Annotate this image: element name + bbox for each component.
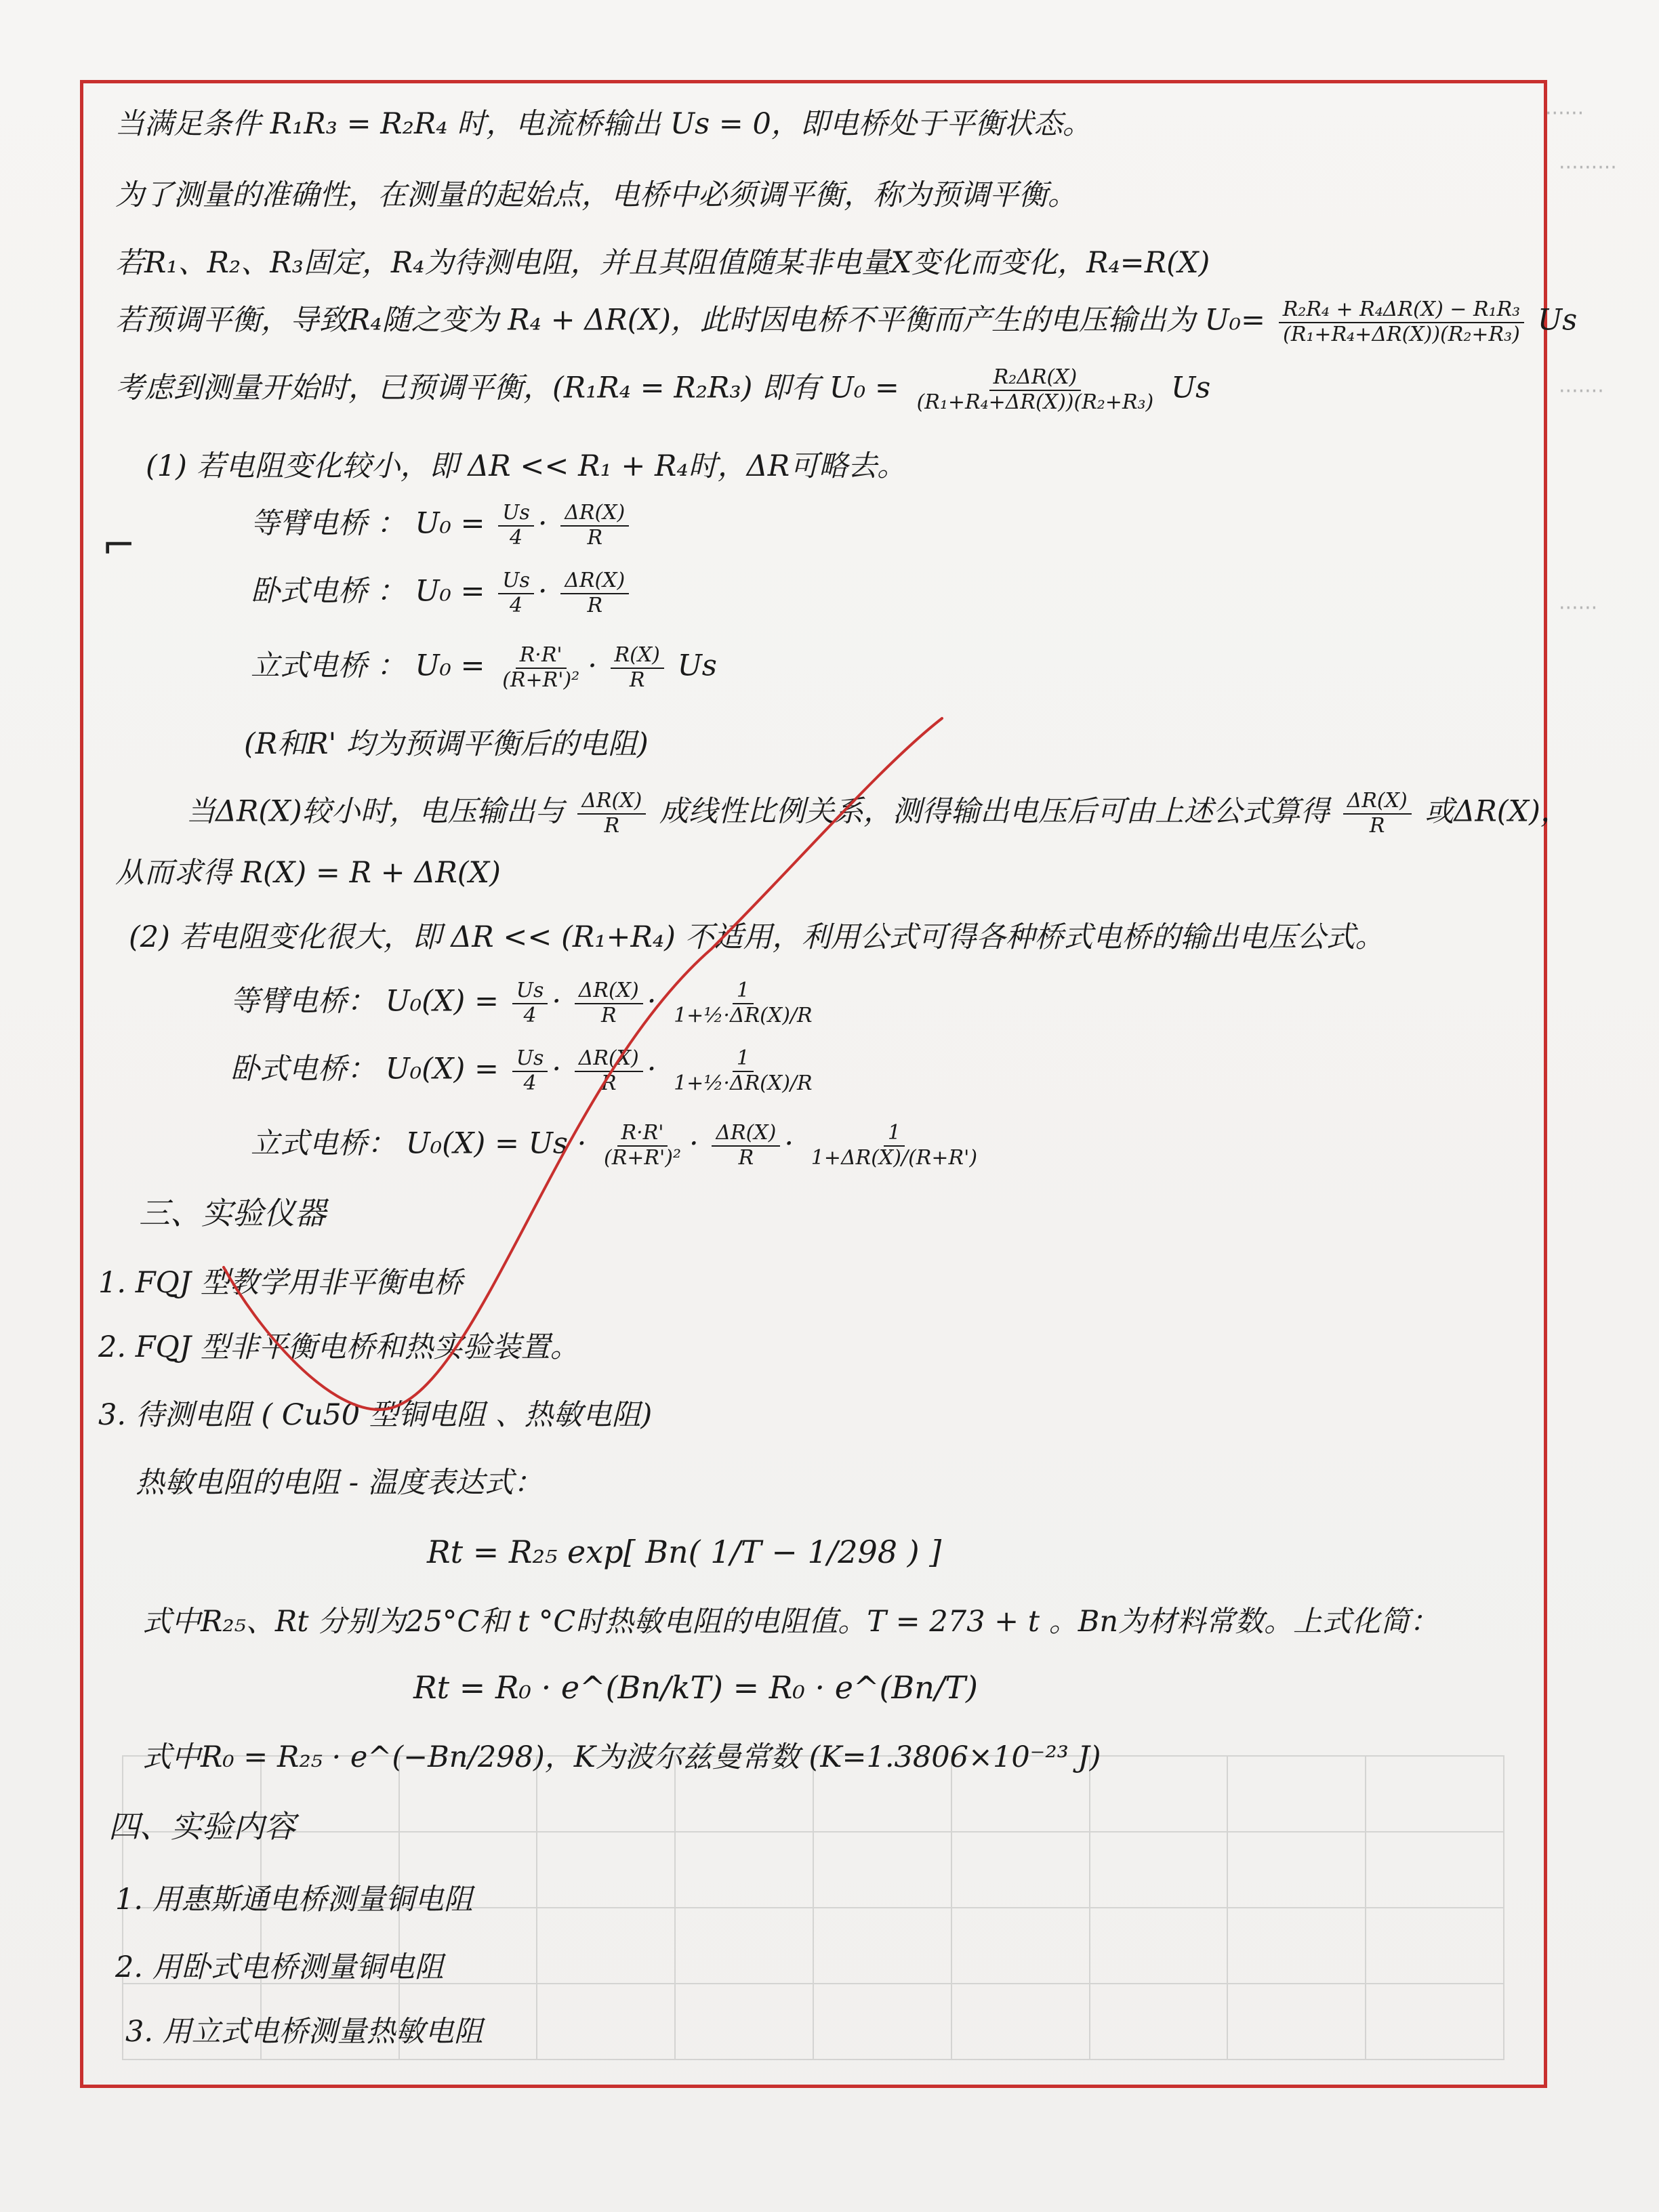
fraction-num: R₂ΔR(X)	[989, 366, 1082, 391]
text-line-11-b: 成线性比例关系，测得输出电压后可由上述公式算得	[659, 794, 1330, 829]
text-line-4	[115, 298, 1577, 346]
text-line-5	[115, 366, 1210, 414]
fraction-num: ΔR(X)	[575, 1047, 643, 1072]
text-line-7-a: 等臂电桥 ： U₀ =	[251, 506, 485, 541]
text-line-18: 1. FQJ 型教学用非平衡电桥	[98, 1266, 463, 1300]
fraction-num: Us	[512, 1047, 548, 1072]
fraction-dr-r	[712, 1122, 780, 1170]
fraction-dr-r	[560, 569, 629, 617]
text-line-25: 式中R₀ = R₂₅ · e^(−Bn/298)，K为波尔兹曼常数 (K=1.3806×10⁻²³ J)	[142, 1740, 1101, 1774]
fraction-num: ΔR(X)	[712, 1122, 780, 1147]
fraction-dr-r	[575, 979, 643, 1027]
text-line-11-a: 当ΔR(X)较小时，电压输出与	[186, 794, 565, 829]
fraction-den: R	[587, 525, 603, 550]
fraction-correction	[670, 1047, 817, 1095]
bleed-through-4: ······	[1559, 596, 1598, 620]
fraction-num: ΔR(X)	[560, 569, 629, 594]
fraction-dr-r	[577, 790, 646, 838]
fraction-num: R₂R₄ + R₄ΔR(X) − R₁R₃	[1279, 298, 1525, 323]
fraction-den: 1+½·ΔR(X)/R	[674, 1071, 813, 1095]
text-line-23: 式中R₂₅、Rt 分别为25°C和 t °C时热敏电阻的电阻值。T = 273 + t 。Bn为材料常数。上式化简：	[142, 1605, 1439, 1639]
text-line-5-a: 考虑到测量开始时，已预调平衡，(R₁R₄ = R₂R₃) 即有 U₀ =	[115, 371, 899, 405]
text-line-8: 卧式电桥 ： U₀ = $\frac{Us}{4}$ · $\frac{\Delta R(X)}{R}$	[251, 569, 633, 617]
fraction-num: 1	[733, 979, 754, 1004]
text-line-27: 1. 用惠斯通电桥测量铜电阻	[115, 1883, 473, 1917]
fraction-num: Us	[512, 979, 548, 1004]
fraction-den: (R+R')²	[604, 1145, 681, 1170]
text-line-21: 热敏电阻的电阻 - 温度表达式：	[136, 1466, 543, 1500]
fraction-us-4	[512, 979, 548, 1027]
fraction-num: ΔR(X)	[575, 979, 643, 1004]
formula-rt-exp: Rt = R₂₅ exp[ Bn( 1/T − 1/298 ) ]	[427, 1534, 942, 1570]
fraction-us-4	[512, 1047, 548, 1095]
section-heading-instruments: 三、实验仪器	[139, 1195, 326, 1231]
text-line-28: 2. 用卧式电桥测量铜电阻	[115, 1950, 444, 1984]
text-line-1: 当满足条件 R₁R₃ = R₂R₄ 时，电流桥输出 Us = 0，即电桥处于平衡状态。	[115, 107, 1092, 141]
fraction-uo-general	[1279, 298, 1525, 346]
text-line-9-a: 立式电桥 ： U₀ =	[251, 649, 485, 683]
fraction-num: Us	[498, 501, 534, 527]
fraction-den: 4	[523, 1003, 537, 1027]
text-line-19: 2. FQJ 型非平衡电桥和热实验装置。	[98, 1330, 579, 1364]
fraction-den: 1+½·ΔR(X)/R	[674, 1003, 813, 1027]
text-line-29: 3. 用立式电桥测量热敏电阻	[125, 2015, 483, 2049]
fraction-den: R	[738, 1145, 754, 1170]
fraction-den: R	[1369, 813, 1385, 838]
text-line-12: 从而求得 R(X) = R + ΔR(X)	[115, 856, 501, 890]
text-line-10: (R和R' 均为预调平衡后的电阻)	[244, 727, 649, 761]
text-line-2: 为了测量的准确性，在测量的起始点，电桥中必须调平衡，称为预调平衡。	[115, 178, 1077, 212]
fraction-den: R	[600, 1071, 617, 1095]
fraction-num: Us	[498, 569, 534, 594]
fraction-uo-balanced	[913, 366, 1158, 414]
text-line-9: 立式电桥 ： U₀ = $\frac{R\cdot R'}{\text{(R+R')²}}$ · $\frac{R(X)}{R}$ Us	[251, 643, 717, 692]
fraction-rr-prime	[600, 1122, 685, 1170]
fraction-num: 1	[733, 1047, 754, 1072]
text-line-15-a: 卧式电桥： U₀(X) =	[230, 1052, 499, 1086]
fraction-den: 4	[523, 1071, 537, 1095]
fraction-dr-r	[560, 501, 629, 550]
fraction-den: (R₁+R₄+ΔR(X))(R₂+R₃)	[916, 390, 1154, 414]
bleed-through-2: ·········	[1559, 156, 1617, 180]
text-line-3: 若R₁、R₂、R₃固定，R₄为待测电阻，并且其阻值随某非电量X变化而变化，R₄=R(X)	[115, 246, 1210, 280]
scan-artifact-mark: ⌐	[102, 522, 136, 569]
fraction-dr-r	[575, 1047, 643, 1095]
fraction-den: (R+R')²	[502, 668, 580, 692]
fraction-rx-r	[611, 644, 664, 692]
text-line-20: 3. 待测电阻 ( Cu50 型铜电阻 、热敏电阻)	[98, 1398, 653, 1432]
text-line-15: 卧式电桥： U₀(X) = $\frac{Us}{4}$ · $\frac{\Delta R(X)}{R}$ · $\frac{1}{\text{1+½·ΔR(X)/R}}$	[230, 1047, 821, 1095]
fraction-den: R	[629, 668, 645, 692]
fraction-correction	[807, 1122, 981, 1170]
fraction-rr-prime	[498, 644, 583, 692]
text-line-8-a: 卧式电桥 ： U₀ =	[251, 574, 485, 609]
text-line-5-b: Us	[1170, 371, 1211, 405]
text-line-4-b: Us	[1537, 303, 1578, 337]
text-line-6: (1) 若电阻变化较小，即 ΔR << R₁ + R₄时，ΔR可略去。	[146, 449, 907, 483]
fraction-num: ΔR(X)	[577, 790, 646, 815]
text-line-4-a: 若预调平衡，导致R₄随之变为 R₄ + ΔR(X)，此时因电桥不平衡而产生的电压输出为 U₀=	[115, 303, 1266, 337]
text-line-16: 立式电桥： U₀(X) = Us · $\frac{R\cdot R'}{\text{(R+R')²}}$ · $\frac{\Delta R(X)}{R}$ · $\frac{1}{1+\Delta R(X)/(R+R')}$	[251, 1122, 985, 1170]
fraction-num: 1	[884, 1122, 905, 1147]
fraction-den: 4	[509, 525, 523, 550]
fraction-us-4	[498, 501, 534, 550]
fraction-dr-r	[1343, 790, 1412, 838]
text-line-11-c: 或ΔR(X)，	[1425, 794, 1570, 829]
fraction-den: (R₁+R₄+ΔR(X))(R₂+R₃)	[1283, 322, 1520, 346]
fraction-correction	[670, 979, 817, 1027]
fraction-den: R	[587, 593, 603, 617]
fraction-num: R·R'	[516, 644, 567, 669]
text-line-14: 等臂电桥： U₀(X) = $\frac{Us}{4}$ · $\frac{\Delta R(X)}{R}$ · $\frac{1}{\text{1+½·ΔR(X)/R}}$	[230, 979, 821, 1027]
fraction-num: R·R'	[617, 1122, 668, 1147]
formula-rt-simplified: Rt = R₀ · e^(Bn/kT) = R₀ · e^(Bn/T)	[413, 1669, 978, 1706]
fraction-num: ΔR(X)	[560, 501, 629, 527]
fraction-num: R(X)	[611, 644, 664, 669]
bleed-through-3: ·······	[1559, 380, 1604, 403]
text-line-14-a: 等臂电桥： U₀(X) =	[230, 984, 499, 1019]
fraction-den: R	[604, 813, 620, 838]
fraction-den: R	[600, 1003, 617, 1027]
text-line-11	[186, 790, 1570, 838]
text-line-13: (2) 若电阻变化很大，即 ΔR << (R₁+R₄) 不适用，利用公式可得各种桥式电桥的输出电压公式。	[129, 920, 1385, 954]
text-line-9-b: Us	[677, 649, 717, 683]
bleed-through-1: ······	[1545, 102, 1584, 125]
text-line-7: 等臂电桥 ： U₀ = $\frac{Us}{4}$ · $\frac{\Delta R(X)}{R}$	[251, 501, 633, 550]
fraction-num: ΔR(X)	[1343, 790, 1412, 815]
fraction-us-4	[498, 569, 534, 617]
text-line-16-a: 立式电桥： U₀(X) = Us ·	[251, 1126, 587, 1161]
fraction-den: 4	[509, 593, 523, 617]
fraction-den: 1+ΔR(X)/(R+R')	[811, 1145, 978, 1170]
section-heading-content: 四、实验内容	[108, 1808, 295, 1845]
